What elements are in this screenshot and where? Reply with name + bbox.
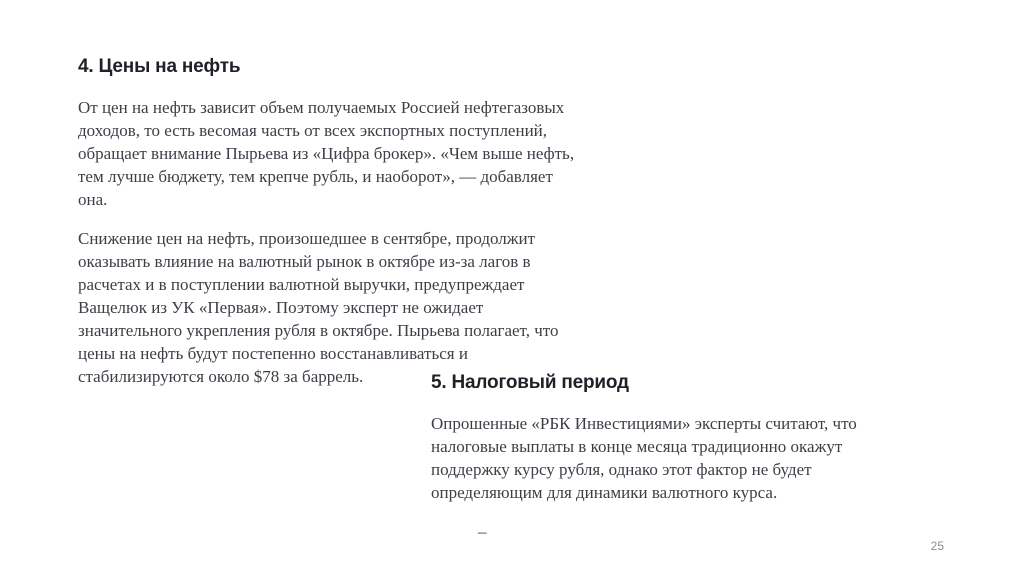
oil-prices-paragraph-2: Снижение цен на нефть, произошедшее в сентябре, продолжит оказывать влияние на валютный рынок в октябре из-за лагов в расчетах и в поступлении валютной выручки, предупреждает Ващелюк из УК «Первая». Поэтому эксперт не ожидает значительного укрепления рубля в октябре. Пырьева полагает, что цены на нефть будут постепенно восстанавливаться и стабилизируются около $78 за баррель.	[78, 228, 559, 386]
trailing-dash: –	[478, 521, 487, 541]
tax-period-paragraph-1: Опрошенные «РБК Инвестициями» эксперты считают, что налоговые выплаты в конце месяца традиционно окажут поддержку курсу рубля, однако этот фактор не будет определяющим для динамики валютного курса.	[431, 413, 857, 502]
oil-prices-paragraph-1: От цен на нефть зависит объем получаемых Россией нефтегазовых доходов, то есть весомая часть от всех экспортных поступлений, обращает внимание Пырьева из «Цифра брокер». «Чем выше нефть, тем лучше бюджету, тем крепче рубль, и наоборот», — добавляет она.	[78, 97, 575, 209]
section-oil-prices	[78, 56, 578, 404]
section-oil-prices-heading: 4. Цены на нефть	[78, 56, 241, 77]
section-tax-period	[431, 372, 879, 543]
section-tax-period-heading: 5. Налоговый период	[431, 372, 629, 393]
page-number: 25	[930, 539, 944, 553]
